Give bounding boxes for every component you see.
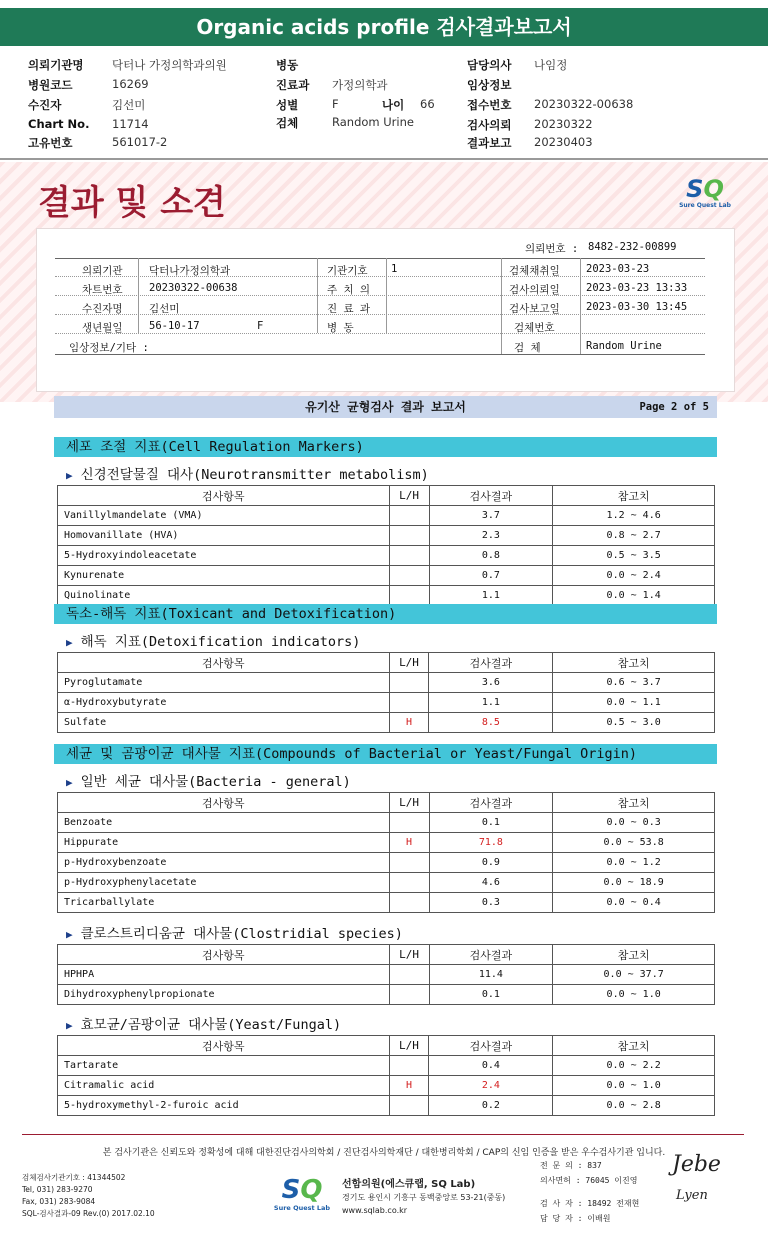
col-lh: L/H (389, 653, 429, 673)
lab-info (342, 1178, 505, 1217)
staff-row (540, 1211, 639, 1226)
staff-label: 의사면허 : (540, 1176, 581, 1185)
value-department: 가정의학과 (332, 78, 388, 92)
value-unique-no: 561017-2 (112, 135, 168, 149)
label-unique-no: 고유번호 (28, 136, 73, 150)
group-title: 해독 지표(Detoxification indicators) (80, 634, 361, 650)
col-item: 검사항목 (58, 1036, 390, 1056)
box-label-report-date: 검사보고일 (509, 303, 560, 315)
results-section-title: 결과 및 소견 (38, 183, 226, 223)
box-value-request-date: 2023-03-23 13:33 (586, 282, 688, 294)
reference-range: 0.0 ~ 1.1 (553, 693, 715, 713)
box-label-specimen-no: 검체번호 (514, 322, 555, 334)
reference-range: 0.0 ~ 0.4 (553, 893, 715, 913)
footer-tel: Tel, 031) 283-9270 (22, 1185, 93, 1194)
table-row (58, 893, 715, 913)
staff-row (540, 1158, 639, 1173)
result-value: 1.1 (429, 586, 553, 606)
logo-letter-s: S (281, 1175, 301, 1205)
col-lh: L/H (389, 1036, 429, 1056)
label-department: 진료과 (276, 78, 310, 92)
flag (389, 586, 429, 606)
table-header-row (58, 1036, 715, 1056)
table-row (58, 526, 715, 546)
box-label-inst-code: 기관기호 (327, 265, 368, 277)
flag: H (389, 833, 429, 853)
reference-range: 0.0 ~ 2.4 (553, 566, 715, 586)
item-name: Tartarate (58, 1056, 390, 1076)
flag (389, 673, 429, 693)
triangle-icon: ▶ (66, 776, 73, 789)
group-neurotransmitter (66, 463, 429, 483)
table-header-row (58, 945, 715, 965)
table-row (58, 1056, 715, 1076)
table-row (58, 1076, 715, 1096)
result-value: 3.6 (429, 673, 553, 693)
certification-note: 본 검사기관은 신뢰도와 정확성에 대해 대한진단검사의학회 / 진단검사의학재단 / 대한병리학회 / CAP의 신임 인증을 받은 우수검사기관 입니다. (102, 1148, 666, 1158)
result-value: 2.4 (429, 1076, 553, 1096)
label-report-date: 결과보고 (467, 136, 512, 150)
table-row (58, 873, 715, 893)
logo-subtitle: Sure Quest Lab (679, 202, 731, 209)
footer-fax: Fax, 031) 283-9084 (22, 1197, 96, 1206)
box-label-ward: 병 동 (327, 322, 354, 334)
box-label-request-date: 검사의뢰일 (509, 284, 560, 296)
col-result: 검사결과 (429, 793, 553, 813)
staff-value: 76045 이진영 (585, 1176, 638, 1185)
reference-range: 0.0 ~ 37.7 (553, 965, 715, 985)
reference-range: 0.0 ~ 2.8 (553, 1096, 715, 1116)
table-row (58, 586, 715, 606)
col-result: 검사결과 (429, 653, 553, 673)
value-sex: F (332, 97, 339, 111)
table-row (58, 833, 715, 853)
value-patient: 김선미 (112, 98, 146, 112)
logo-letter-q: Q (300, 1175, 323, 1205)
reference-range: 0.5 ~ 3.0 (553, 713, 715, 733)
item-name: p-Hydroxyphenylacetate (58, 873, 390, 893)
value-request-date: 20230322 (534, 117, 593, 131)
label-patient: 수진자 (28, 98, 62, 112)
triangle-icon: ▶ (66, 636, 73, 649)
col-ref: 참고치 (553, 1036, 715, 1056)
box-rule (138, 258, 139, 333)
box-label-specimen: 검 체 (514, 342, 541, 354)
col-result: 검사결과 (429, 1036, 553, 1056)
reference-range: 0.0 ~ 1.2 (553, 853, 715, 873)
label-hospital-code: 병원코드 (28, 78, 73, 92)
results-table-clostridial (57, 944, 715, 1005)
result-value: 0.2 (429, 1096, 553, 1116)
result-value: 0.9 (429, 853, 553, 873)
table-header-row (58, 653, 715, 673)
logo-letter-q: Q (703, 175, 724, 203)
col-lh: L/H (389, 486, 429, 506)
staff-label: 검 사 자 : (540, 1199, 583, 1208)
results-table-yeast-fungal (57, 1035, 715, 1116)
sq-lab-logo (670, 176, 740, 209)
flag (389, 965, 429, 985)
item-name: Kynurenate (58, 566, 390, 586)
item-name: Benzoate (58, 813, 390, 833)
result-value: 71.8 (429, 833, 553, 853)
box-rule (580, 258, 581, 354)
label-receipt-no: 접수번호 (467, 98, 512, 112)
staff-row (540, 1196, 639, 1211)
value-report-date: 20230403 (534, 135, 593, 149)
staff-value: 837 (587, 1161, 602, 1170)
section-detoxification: 독소-해독 지표(Toxicant and Detoxification) (54, 604, 717, 624)
table-row (58, 985, 715, 1005)
table-row (58, 673, 715, 693)
flag (389, 506, 429, 526)
reference-range: 0.5 ~ 3.5 (553, 546, 715, 566)
logo-subtitle: Sure Quest Lab (273, 1204, 331, 1212)
label-chart-no: Chart No. (28, 117, 90, 131)
results-table-bacteria (57, 792, 715, 913)
item-name: Hippurate (58, 833, 390, 853)
report-title: Organic acids profile 검사결과보고서 (0, 8, 768, 46)
patient-info-header (0, 56, 768, 156)
reference-range: 0.0 ~ 1.0 (553, 1076, 715, 1096)
reference-range: 0.0 ~ 0.3 (553, 813, 715, 833)
results-table-neurotransmitter (57, 485, 715, 606)
table-row (58, 693, 715, 713)
item-name: 5-hydroxymethyl-2-furoic acid (58, 1096, 390, 1116)
flag: H (389, 713, 429, 733)
table-row (58, 546, 715, 566)
request-info-box (36, 228, 735, 392)
col-ref: 참고치 (553, 945, 715, 965)
table-row (58, 965, 715, 985)
result-value: 8.5 (429, 713, 553, 733)
value-hospital-code: 16269 (112, 77, 149, 91)
item-name: Dihydroxyphenylpropionate (58, 985, 390, 1005)
reference-range: 0.0 ~ 1.4 (553, 586, 715, 606)
flag (389, 526, 429, 546)
result-value: 2.3 (429, 526, 553, 546)
result-value: 1.1 (429, 693, 553, 713)
flag (389, 1056, 429, 1076)
result-value: 4.6 (429, 873, 553, 893)
value-requesting-org: 닥터나 가정의학과의원 (112, 58, 227, 72)
flag (389, 893, 429, 913)
value-age: 66 (420, 97, 435, 111)
group-clostridial (66, 922, 403, 942)
result-value: 0.1 (429, 813, 553, 833)
flag (389, 566, 429, 586)
staff-label: 전 문 의 : (540, 1161, 583, 1170)
reference-range: 0.8 ~ 2.7 (553, 526, 715, 546)
lab-name: 선함의원(에스큐랩, SQ Lab) (342, 1179, 476, 1190)
box-value-collection-date: 2023-03-23 (586, 263, 650, 275)
table-row (58, 506, 715, 526)
result-value: 11.4 (429, 965, 553, 985)
box-value-org: 닥터나가정의학과 (149, 265, 231, 277)
flag (389, 813, 429, 833)
box-rule (55, 295, 705, 296)
table-row (58, 853, 715, 873)
lab-address: 경기도 용인시 기흥구 동백중앙로 53-21(중동) (342, 1193, 506, 1202)
box-label-org: 의뢰기관 (82, 265, 123, 277)
label-requesting-org: 의뢰기관명 (28, 58, 84, 72)
box-rule (386, 258, 387, 333)
label-clinical-info: 임상정보 (467, 78, 512, 92)
col-lh: L/H (389, 945, 429, 965)
table-row (58, 566, 715, 586)
box-label-department: 진 료 과 (327, 303, 371, 315)
col-ref: 참고치 (553, 486, 715, 506)
col-ref: 참고치 (553, 793, 715, 813)
logo-letter-s: S (686, 175, 704, 203)
item-name: α-Hydroxybutyrate (58, 693, 390, 713)
item-name: Sulfate (58, 713, 390, 733)
footer-contact (22, 1172, 155, 1220)
page-indicator: Page 2 of 5 (639, 401, 709, 413)
value-receipt-no: 20230322-00638 (534, 97, 634, 111)
box-rule (317, 258, 318, 333)
staff-value: 18492 전재현 (587, 1199, 640, 1208)
item-name: Tricarballylate (58, 893, 390, 913)
footer-divider (22, 1134, 744, 1135)
request-no-value: 8482-232-00899 (588, 241, 677, 253)
staff-info (540, 1158, 639, 1226)
item-name: Citramalic acid (58, 1076, 390, 1096)
table-row (58, 813, 715, 833)
footer-inst-code: 검체검사기관기호 : 41344502 (22, 1173, 126, 1182)
item-name: Pyroglutamate (58, 673, 390, 693)
staff-row (540, 1173, 639, 1188)
table-header-row (58, 793, 715, 813)
group-title: 효모균/곰팡이균 대사물(Yeast/Fungal) (80, 1017, 342, 1033)
technician-signature: Lyen (676, 1188, 708, 1203)
box-value-dob: 56-10-17 (149, 320, 200, 332)
physician-signature: Jebe (672, 1152, 721, 1177)
group-title: 일반 세균 대사물(Bacteria - general) (80, 774, 351, 790)
label-physician: 담당의사 (467, 58, 512, 72)
item-name: HPHPA (58, 965, 390, 985)
label-specimen: 검체 (276, 116, 299, 130)
request-no-label: 의뢰번호 : (525, 243, 579, 255)
col-item: 검사항목 (58, 793, 390, 813)
box-rule (55, 258, 705, 259)
label-request-date: 검사의뢰 (467, 118, 512, 132)
result-value: 0.7 (429, 566, 553, 586)
section-cell-regulation: 세포 조절 지표(Cell Regulation Markers) (54, 437, 717, 457)
flag (389, 853, 429, 873)
header-divider (0, 158, 768, 160)
reference-range: 1.2 ~ 4.6 (553, 506, 715, 526)
reference-range: 0.0 ~ 2.2 (553, 1056, 715, 1076)
col-item: 검사항목 (58, 486, 390, 506)
box-label-collection-date: 검체채취일 (509, 265, 560, 277)
box-value-inst-code: 1 (391, 263, 398, 275)
report-header (54, 396, 717, 418)
value-specimen: Random Urine (332, 115, 414, 129)
item-name: Quinolinate (58, 586, 390, 606)
group-yeast-fungal (66, 1013, 341, 1033)
item-name: 5-Hydroxyindoleacetate (58, 546, 390, 566)
box-value-specimen: Random Urine (586, 340, 662, 352)
table-row (58, 1096, 715, 1116)
value-chart-no: 11714 (112, 117, 149, 131)
flag (389, 546, 429, 566)
staff-label: 담 당 자 : (540, 1214, 583, 1223)
flag (389, 1096, 429, 1116)
table-header-row (58, 486, 715, 506)
result-value: 0.3 (429, 893, 553, 913)
reference-range: 0.0 ~ 18.9 (553, 873, 715, 893)
staff-value: 이배원 (587, 1214, 611, 1223)
footer-form-rev: SQL-검사결과-09 Rev.(0) 2017.02.10 (22, 1209, 155, 1218)
box-label-patient-name: 수진자명 (82, 303, 123, 315)
table-row (58, 713, 715, 733)
group-title: 신경전달물질 대사(Neurotransmitter metabolism) (80, 467, 429, 483)
label-sex: 성별 (276, 98, 299, 112)
reference-range: 0.0 ~ 53.8 (553, 833, 715, 853)
group-detox-indicators (66, 630, 360, 650)
label-age: 나이 (382, 98, 405, 112)
reference-range: 0.0 ~ 1.0 (553, 985, 715, 1005)
triangle-icon: ▶ (66, 1019, 73, 1032)
box-label-chart-no: 차트번호 (82, 284, 123, 296)
col-item: 검사항목 (58, 945, 390, 965)
col-result: 검사결과 (429, 486, 553, 506)
result-value: 0.4 (429, 1056, 553, 1076)
box-label-attending: 주 치 의 (327, 284, 371, 296)
box-value-chart-no: 20230322-00638 (149, 282, 238, 294)
item-name: Homovanillate (HVA) (58, 526, 390, 546)
col-result: 검사결과 (429, 945, 553, 965)
label-ward: 병동 (276, 58, 299, 72)
col-item: 검사항목 (58, 653, 390, 673)
item-name: p-Hydroxybenzoate (58, 853, 390, 873)
group-bacteria-general (66, 770, 351, 790)
report-header-title: 유기산 균형검사 결과 보고서 (305, 400, 466, 414)
flag (389, 873, 429, 893)
flag (389, 985, 429, 1005)
box-rule (501, 258, 502, 354)
box-rule (55, 333, 705, 334)
reference-range: 0.6 ~ 3.7 (553, 673, 715, 693)
col-ref: 참고치 (553, 653, 715, 673)
triangle-icon: ▶ (66, 469, 73, 482)
flag: H (389, 1076, 429, 1096)
section-bacterial-fungal: 세균 및 곰팡이균 대사물 지표(Compounds of Bacterial or Yeast/Fungal Origin) (54, 744, 717, 764)
group-title: 클로스트리디움균 대사물(Clostridial species) (80, 926, 403, 942)
box-label-dob: 생년월일 (82, 322, 123, 334)
box-value-patient-name: 김선미 (149, 303, 180, 315)
box-value-sex: F (257, 320, 264, 332)
triangle-icon: ▶ (66, 928, 73, 941)
result-value: 0.1 (429, 985, 553, 1005)
value-physician: 나임정 (534, 58, 568, 72)
box-rule (55, 354, 705, 355)
results-table-detox (57, 652, 715, 733)
box-value-report-date: 2023-03-30 13:45 (586, 301, 688, 313)
box-label-clinical: 임상정보/기타 : (69, 342, 149, 354)
result-value: 0.8 (429, 546, 553, 566)
result-value: 3.7 (429, 506, 553, 526)
lab-website: www.sqlab.co.kr (342, 1206, 408, 1215)
col-lh: L/H (389, 793, 429, 813)
footer-sq-logo (272, 1176, 332, 1212)
flag (389, 693, 429, 713)
item-name: Vanillylmandelate (VMA) (58, 506, 390, 526)
